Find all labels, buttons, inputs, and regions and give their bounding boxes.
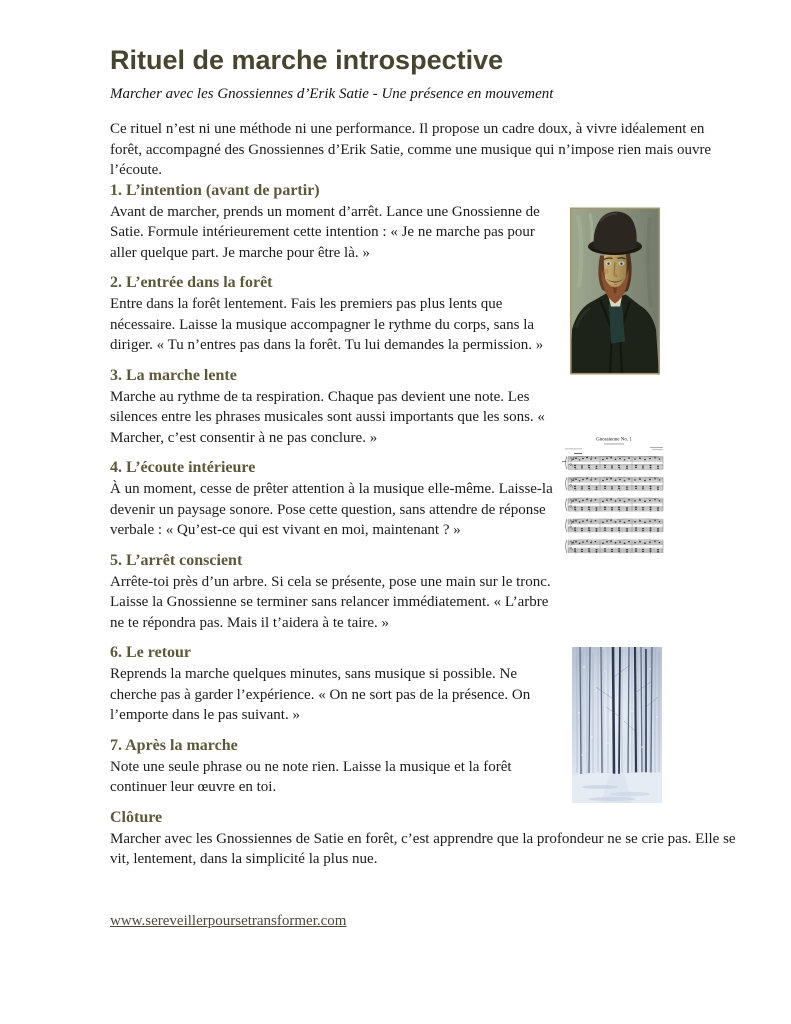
section-heading: Clôture [110,808,163,826]
satie-portrait-image [570,207,660,375]
satie-portrait-illustration [570,207,660,375]
section-heading: 4. L’écoute intérieure [110,459,256,476]
sheet-music-illustration [562,432,666,560]
section-body: Avant de marcher, prends un moment d’arrêt. Lance une Gnossienne de Satie. Formule intérieurement cette intention : « Je ne marche pas pour aller quelque part. Je marche pour être là. » [110,203,540,261]
section-heading: 5. L’arrêt conscient [110,551,243,569]
section-heading: 6. Le retour [110,644,192,661]
section-heading: 3. La marche lente [110,366,237,384]
section-body: À un moment, cesse de prêter attention à la musique elle-même. Laisse-la devenir un paysage sonore. Pose cette question, sans attendre de réponse verbale : « Qu’est-ce qui est vivant en moi, maintenant ? » [110,481,553,538]
section-body: Entre dans la forêt lentement. Fais les premiers pas plus lents que nécessaire. Laisse la musique accompagner le rythme du corps, sans la diriger. « Tu n’entres pas dans la forêt. Tu lui demandes la permission. » [110,296,544,353]
gnossienne-sheet-image [562,432,666,560]
page-title: Rituel de marche introspective [110,45,504,75]
section-cloture [110,808,750,870]
winter-forest-illustration [572,647,662,803]
section-arret-conscient [110,551,750,634]
page-subtitle: Marcher avec les Gnossiennes d’Erik Satie - Une présence en mouvement [110,86,554,102]
section-heading: 1. L’intention (avant de partir) [110,181,320,199]
section-heading: 2. L’entrée dans la forêt [110,274,273,291]
intro-paragraph: Ce rituel n’est ni une méthode ni une performance. Il propose un cadre doux, à vivre idéalement en forêt, accompagné des Gnossiennes d’Erik Satie, comme une musique qui n’impose rien mais ouvre l’écoute. [110,121,712,178]
section-heading: 7. Après la marche [110,736,238,754]
sheet-title: Gnossienne No. 1 [596,437,632,443]
section-body: Arrête-toi près d’un arbre. Si cela se présente, pose une main sur le tronc. Laisse la Gnossienne se terminer sans relancer immédiatement. « L’arbre ne te répondra pas. Mais il t’aidera à te taire. » [110,573,551,631]
website-link[interactable]: www.sereveillerpoursetransformer.com [110,912,347,929]
section-body: Marche au rythme de ta respiration. Chaque pas devient une note. Les silences entre les phrases musicales sont aussi importants que les sons. « Marcher, c’est consentir à ne pas conclure. » [110,388,545,446]
section-body: Reprends la marche quelques minutes, sans musique si possible. Ne cherche pas à garder l’expérience. « On ne sort pas de la présence. On l’emporte dans le pas suivant. » [110,666,531,723]
winter-forest-image [572,647,662,803]
section-body: Marcher avec les Gnossiennes de Satie en forêt, c’est apprendre que la profondeur ne se crie pas. Elle se vit, lentement, dans la simplicité la plus nue. [110,830,736,867]
section-body: Note une seule phrase ou ne note rien. Laisse la musique et la forêt continuer leur œuvre en toi. [110,758,512,795]
